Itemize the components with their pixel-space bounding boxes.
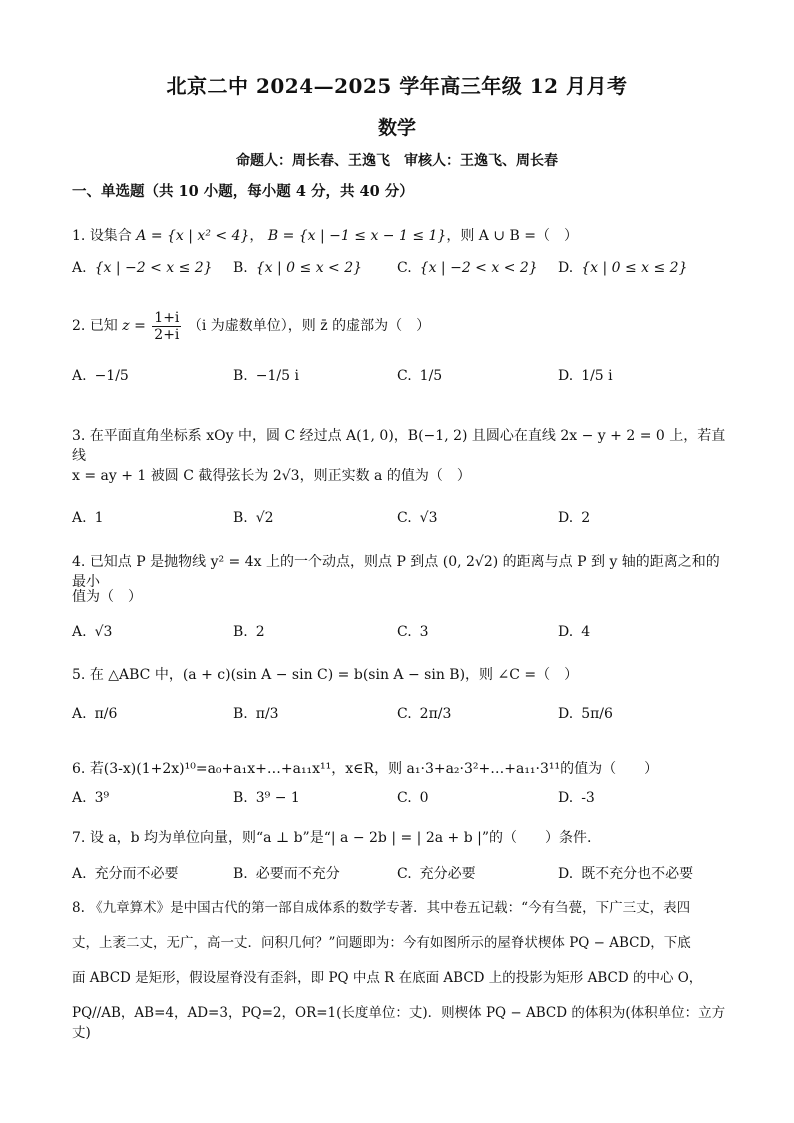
option-a[interactable] — [72, 510, 103, 526]
option-label: A. — [72, 706, 87, 722]
option-text: 3 — [419, 624, 429, 640]
option-label: C. — [397, 510, 412, 526]
question-text: 《九章算术》是中国古代的第一部自成体系的数学专著．其中卷五记载：“今有刍甍，下广三丈，表四 — [89, 900, 691, 916]
option-b[interactable] — [233, 624, 265, 640]
option-label: D. — [558, 706, 574, 722]
option-label: B. — [233, 510, 248, 526]
set-a: A = {x | x² < 4} — [136, 228, 250, 244]
question-text: 在 △ABC 中，(a + c)(sin A − sin C) = b(sin A − sin B)，则 ∠C =（ ） — [89, 667, 579, 683]
exam-subject: 数学 — [377, 117, 416, 139]
option-text: 5π/6 — [581, 706, 613, 722]
option-d[interactable] — [558, 260, 688, 276]
option-text: {x | 0 ≤ x < 2} — [255, 260, 363, 276]
exam-authors: 命题人：周长春、王逸飞 审核人：王逸飞、周长春 — [236, 153, 558, 169]
option-text: -3 — [581, 790, 595, 806]
option-label: A. — [72, 368, 87, 384]
question-text: PQ//AB，AB=4，AD=3，PQ=2，OR=1(长度单位：丈)．则楔体 PQ − ABCD 的体积为(体积单位：立方丈) — [72, 1005, 726, 1041]
option-text: √2 — [255, 510, 274, 526]
option-label: B. — [233, 624, 248, 640]
option-label: A. — [72, 624, 87, 640]
option-text: 必要而不充分 — [255, 866, 340, 882]
question-8-line3 — [72, 968, 732, 988]
option-label: C. — [397, 706, 412, 722]
question-lead: 设集合 — [89, 228, 132, 244]
option-label: A. — [72, 790, 87, 806]
option-d[interactable] — [558, 863, 693, 883]
option-c[interactable] — [397, 260, 538, 276]
question-4 — [72, 552, 732, 592]
option-text: √3 — [94, 624, 113, 640]
option-text: {x | 0 ≤ x ≤ 2} — [581, 260, 688, 276]
option-text: −1/5 i — [255, 368, 299, 384]
question-number: 2. — [72, 318, 86, 334]
option-c[interactable] — [397, 368, 442, 384]
option-label: A. — [72, 510, 87, 526]
question-number: 1. — [72, 228, 86, 244]
option-text: 0 — [419, 790, 429, 806]
option-label: C. — [397, 260, 412, 276]
option-label: B. — [233, 260, 248, 276]
option-label: D. — [558, 866, 574, 882]
option-b[interactable] — [233, 706, 279, 722]
question-5 — [72, 665, 732, 685]
option-c[interactable] — [397, 510, 438, 526]
option-label: A. — [72, 866, 87, 882]
option-a[interactable] — [72, 260, 213, 276]
option-a[interactable] — [72, 624, 112, 640]
option-b[interactable] — [233, 260, 362, 276]
option-d[interactable] — [558, 790, 595, 806]
option-a[interactable] — [72, 368, 129, 384]
option-d[interactable] — [558, 368, 613, 384]
section-heading: 一、单选题（共 10 小题，每小题 4 分，共 40 分） — [72, 183, 414, 200]
option-b[interactable] — [233, 790, 300, 806]
option-label: D. — [558, 510, 574, 526]
formula-z: z = $\frac{1+i}{2+i}$ — [122, 309, 180, 343]
option-b[interactable] — [233, 510, 274, 526]
option-label: C. — [397, 866, 412, 882]
option-text: π/3 — [255, 706, 279, 722]
option-label: B. — [233, 790, 248, 806]
option-text: 2π/3 — [419, 706, 452, 722]
question-text: 已知 — [89, 318, 118, 334]
question-8-line2 — [72, 933, 732, 953]
option-label: C. — [397, 624, 412, 640]
option-c[interactable] — [397, 624, 429, 640]
option-label: D. — [558, 790, 574, 806]
exam-title: 北京二中 2024—2025 学年高三年级 12 月月考 — [166, 74, 628, 98]
question-number: 3. — [72, 428, 86, 444]
set-b: B = {x | −1 ≤ x − 1 ≤ 1} — [267, 228, 447, 244]
option-d[interactable] — [558, 624, 590, 640]
question-2 — [72, 308, 732, 344]
option-text: 充分而不必要 — [94, 866, 179, 882]
question-1: 1. 设集合 A = {x | x² < 4}， B = {x | −1 ≤ x − 1 ≤ 1}，则 A ∪ B =（ ） — [72, 228, 579, 244]
option-text: 充分必要 — [419, 866, 476, 882]
option-label: B. — [233, 706, 248, 722]
option-text: 2 — [255, 624, 265, 640]
question-text: 在平面直角坐标系 xOy 中，圆 C 经过点 A(1, 0)，B(−1, 2) 且圆心在直线 2x − y + 2 = 0 上，若直线 — [72, 428, 726, 464]
option-text: 1 — [94, 510, 104, 526]
option-text: 3⁹ − 1 — [255, 790, 300, 806]
option-text: 1/5 i — [581, 368, 613, 384]
option-text: −1/5 — [94, 368, 129, 384]
question-7 — [72, 828, 732, 848]
question-6 — [72, 759, 732, 779]
option-a[interactable] — [72, 706, 117, 722]
option-d[interactable] — [558, 510, 590, 526]
option-text: {x | −2 < x < 2} — [419, 260, 538, 276]
option-text: 3⁹ — [94, 790, 110, 806]
option-label: D. — [558, 260, 574, 276]
option-label: C. — [397, 790, 412, 806]
option-d[interactable] — [558, 706, 613, 722]
question-number: 5. — [72, 667, 86, 683]
question-text: 丈，上袤二丈，无广，高一丈．问积几何？”问题即为：今有如图所示的屋脊状楔体 PQ − ABCD，下底 — [72, 935, 691, 951]
question-number: 4. — [72, 554, 86, 570]
option-label: C. — [397, 368, 412, 384]
question-text: 已知点 P 是抛物线 y² = 4x 上的一个动点，则点 P 到点 (0, 2√2) 的距离与点 P 到 y 轴的距离之和的最小 — [72, 554, 720, 590]
option-text: 4 — [581, 624, 591, 640]
option-text: 1/5 — [419, 368, 443, 384]
option-label: A. — [72, 260, 87, 276]
option-a[interactable] — [72, 863, 179, 883]
question-3-cont — [72, 466, 732, 486]
option-label: B. — [233, 866, 248, 882]
question-number: 6. — [72, 761, 86, 777]
option-c[interactable] — [397, 706, 451, 722]
option-text: π/6 — [94, 706, 118, 722]
option-b[interactable] — [233, 863, 340, 883]
option-c[interactable] — [397, 790, 429, 806]
question-ask: ，则 A ∪ B =（ ） — [446, 228, 579, 244]
question-number: 7. — [72, 830, 86, 846]
option-label: D. — [558, 368, 574, 384]
option-b[interactable] — [233, 368, 299, 384]
option-a[interactable] — [72, 790, 109, 806]
option-text: √3 — [419, 510, 438, 526]
question-number: 8. — [72, 900, 85, 916]
option-label: D. — [558, 624, 574, 640]
option-c[interactable] — [397, 863, 476, 883]
question-8-line4 — [72, 1003, 732, 1043]
question-text: 面 ABCD 是矩形，假设屋脊没有歪斜，即 PQ 中点 R 在底面 ABCD 上的投影为矩形 ABCD 的中心 O， — [72, 970, 703, 986]
question-3 — [72, 426, 732, 466]
option-text: 既不充分也不必要 — [581, 866, 694, 882]
question-4-cont — [72, 587, 732, 607]
question-8 — [72, 898, 732, 918]
question-text: x = ay + 1 被圆 C 截得弦长为 2√3，则正实数 a 的值为（ ） — [72, 468, 471, 484]
option-label: B. — [233, 368, 248, 384]
option-text: {x | −2 < x ≤ 2} — [94, 260, 213, 276]
question-text: 值为（ ） — [72, 589, 142, 605]
question-text: 若(3-x)(1+2x)¹⁰=a₀+a₁x+…+a₁₁x¹¹，x∈R，则 a₁·3+a₂·3²+…+a₁₁·3¹¹的值为（ ） — [89, 761, 659, 777]
question-text: （i 为虚数单位），则 z̄ 的虚部为（ ） — [187, 318, 431, 334]
option-text: 2 — [581, 510, 591, 526]
question-text: 设 a，b 均为单位向量，则“a ⊥ b”是“| a − 2b | = | 2a + b |”的（ ）条件. — [89, 830, 592, 846]
